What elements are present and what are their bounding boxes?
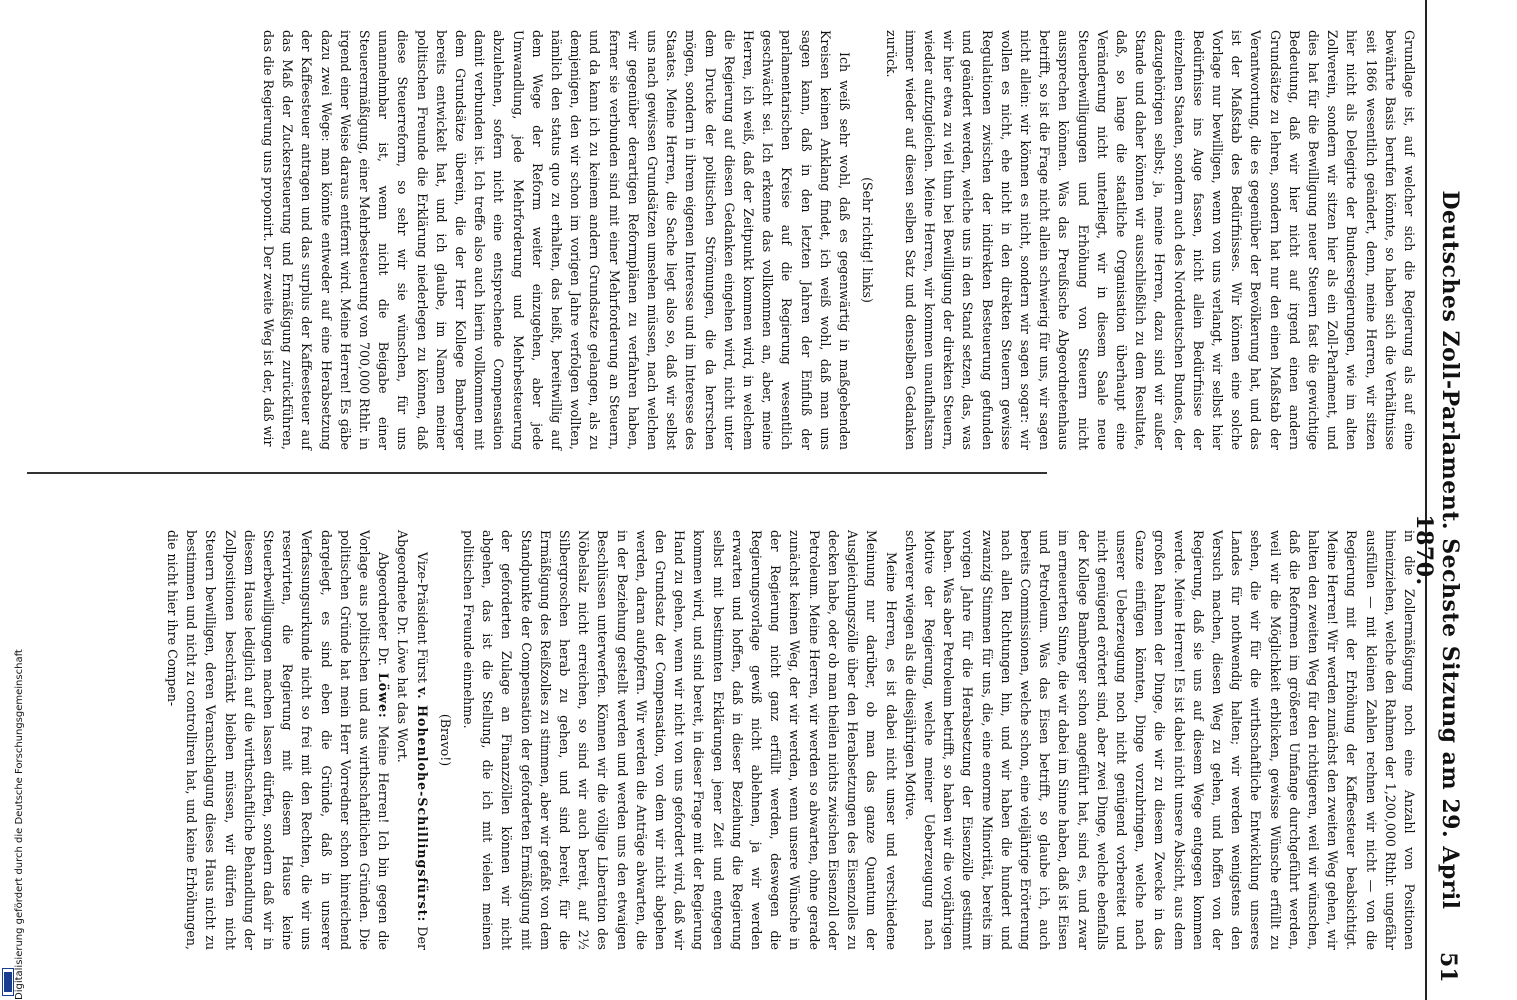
reaction-note: (Bravo!) [437,713,453,767]
vice-president-text: Der Abgeordnete Dr. Löwe hat das Wort. [395,530,430,950]
digitization-note-text: Digitalisierung gefördert durch die Deutsche Forschungsgemeinschaft [14,649,25,1000]
vice-president-statement [393,530,431,950]
speaker-statement [163,530,393,950]
paragraph: Meine Herren, es ist dabei nicht unser und verschiedene Meinung nur darüber, ob man das ganze Quantum der Ausgleichungszölle über den Herabsetzungen des Eisenzolles zu decken habe, oder ob man theilen nichts zwischen Eisenzoll oder Petroleum. Meine Herren, wir werden so abwarten, ohne gerade zunächst keinen Weg, der wir werden, wenn unsere Wünsche in der Regierung nicht ganz erfüllt werden, deswegen die Regierungsvorlage gewiß nicht ablehnen, ja wir werden erwarten und hoffen, daß in dieser Beziehung die Regierung selbst mit bestimmten Erklärungen jener Zeit und entgegen kommen wird, und sind bereit, in dieser Frage mit der Regierung Hand zu gehen, wenn wir nicht von uns gefordert wird, daß wir den Grundsatz der Compensation, von dem wir nicht abgehen werden, daran aufopfern. Wir werden die Anträge abwarten, die in der Beziehung gestellt werden und werden uns den etwaigen Beschlüssen unterwerfen. Können wir die völlige Liberation des Nöbelsalz nicht erreichen, so sind wir auch bereit, auf 2½ Silbergroschen herab zu gehen, und sind bereit, für die Ermäßigung des Reißzolles zu stimmen, aber wir gefaßt von dem Standpunkte der Compensation der geforderten Ermäßigung mit der geforderten Zulage an Finanzzöllen können wir nicht abgehen, das ist die Stellung, die ich mit vielen meinen politischen Freunde einnehme. [461,530,899,950]
page-number: 51 [1435,952,1461,983]
vice-president-name: v. Hohenlohe-Schillingsfürst: [414,687,430,923]
digitization-note [0,600,25,1000]
speaker-intro: Abgeordneter Dr. [376,552,392,667]
left-column [259,30,1419,450]
paragraph: Grundlage ist, auf welcher sich die Regierung als auf eine bewährte Basis berufen könnte, so haben sich die Verhältnisse seit 1866 wesentlich geändert, denn, meine Herren, wir sitzen hier nicht als Delegirte der Bundesregierungen, wie im alten Zollverein, sondern wir sitzen hier als ein Zoll-Parlament, und dies hat für die Bewilligung neuer Steuern fast die gewichtige Bedeutung, daß wir hier nicht auf irgend einen andern Grundsätze zu lehren, sondern hat nur den einen Maßstab der Verantwortung, die es gegenüber der Bevölkerung hat, und das ist der Maßstab des Bedürfnisses. Wir können eine solche Vorlage nur bewilligen, wenn von uns verlangt, wir selbst hier Bedürfnisse ins Auge fassen, nicht allein Bedürfnisse der einzelnen Staaten, sondern auch des Norddeutschen Bundes, der dazugehörigen selbst; ja, meine Herren, dazu sind wir außer Stande und daher können wir ausschließlich zu dem Resultate, daß, so lange die staatliche Organisation überhaupt eine Veränderung nicht unterliegt, wir in diesem Saale neue Steuerbewilligungen und Erhöhung von Steuern nicht aussprechen können. Was das Preußische Abgeordnetenhaus betrifft, so ist die Frage nicht allein schwierig für uns, wir sagen nicht allein: wir können es nicht, sondern wir sagen sogar: wir wollen es nicht, ehe nicht in den direkten Steuern gewisse Regulationen zwischen der indirekten Besteuerung gefunden und geändert werden, welche uns in den Stand setzen, das, was wir hier etwa zu viel thun bei Bewilligung der direkten Steuern, wieder aufzugleichen. Meine Herren, wir kommen unaufhaltsam immer wieder auf diesen selben Satz und denselben Gedanken zurück. [883,30,1417,450]
dfg-logo-icon [2,968,14,996]
page-header [1411,0,1467,1000]
running-head: Deutsches Zoll-Parlament. Sechste Sitzung am 29. April 1870. [1411,190,1463,910]
paragraph: Ich weiß sehr wohl, daß es gegenwärtig in maßgebenden Kreisen keinen Anklang findet, ich weiß wohl, daß man uns sagen kann, daß in den letzten Jahren der Einfluß der parlamentarischen Kreise auf die Regierung wesentlich geschwächt sei. Ich erkenne das vollkommen an, aber, meine Herren, ich weiß, daß der Zeitpunkt kommen wird, in welchem die Regierung auf diesen Gedanken eingehen wird, nicht unter dem Drucke der politischen Strömungen, die da herrschen mögen, sondern in ihrem eigenen Interesse und im Interesse des Staates. Meine Herren, die Sache liegt also so, daß wir selbst uns nach gewissen Grundsätzen umsehen müssen, nach welchen wir gegenüber derartigen Reformplänen zu verfahren haben, ferner sie verbunden sind mit einer Mehrforderung an Steuern, und da kann ich zu keinem andern Grundsatze gelangen, als zu demjenigen, den wir schon im vorigen Jahre verfolgen wollten, nämlich den status quo zu erhalten, das heißt, bereitwillig auf dem Wege der Reform weiter einzugehen, aber jede Umwandlung, jede Mehrforderung und Mehrbesteuerung abzulehnen, sofern nicht eine entsprechende Compensation damit verbunden ist. Ich treffe also auch hierin vollkommen mit dem Grundsätze überein, die der Herr Kollege Bamberger bereits entwickelt hat, und ich glaube, im Namen meiner politischen Freunde die Erklärung niederlegen zu können, daß diese Steuerreform, so sehr wir sie wünschen, für uns unannehmbar ist, wenn nicht die Beigabe einer Steuerermäßigung, einer Mehrbesteuerung von 700,000 Rthlr. in irgend einer Weise daraus entfernt wird. Meine Herren! Es gäbe dazu zwei Wege: man könnte entweder auf eine Herabsetzung der Kaffeesteuer antragen und das surplus der Kaffeesteuer auf das Maß der Zuckersteuerung und Ermäßigung zurückführen, das die Regierung uns proponirt. Der zweite Weg ist der, daß wir [261,30,853,450]
speaker-text: Meine Herren! Ich bin gegen die Vorlage aus politischen und aus wirthschaftlichen Gründen. Die politischen Gründe hat mein Herr Vorredner schon hinreichend dargelegt, es sind eben die Gründe, daß in unserer Verfassungsurkunde nicht so frei mit den Rechten, die wir uns reservirten, die Regierung mit diesem Hause keine Steuerbewilligungen machen lassen dürfen, sondern daß wir in diesem Hause lediglich auf die wirthschaftliche Behandlung der Zollpositionen beschränkt bleiben müssen, wir dürfen nicht Steuern bewilligen, deren Veranschlagung dieses Haus nicht zu bestimmen und nicht zu controlliren hat, und keine Erhöhungen, die nicht hier ihre Compen- [165,530,392,950]
right-column [163,530,1419,950]
paragraph: in die Zollermäßigung noch eine Anzahl von Positionen hineinziehen, welche den Rahmen der 1,200,000 Rthlr. ungefähr ausfüllen — mit kleinen Zahlen rechnen wir nicht — von die Regierung mit der Erhöhung der Kaffeesteuer beabsichtigt. Meine Herren! Wir werden zunächst den zweiten Weg gehen, wir halten den zweiten Weg für den richtigeren, weil wir wünschen, daß die Reformen im größeren Umfange durchgeführt werden, weil wir die Möglichkeit erblicken, gewisse Wünsche erfüllt zu sehen, die wir für die wirthschaftliche Entwicklung unseres Landes für nothwendig halten; wir werden wenigstens den Versuch machen, diesen Weg zu gehen, und hoffen von der Regierung, daß sie uns auf diesem Wege entgegen kommen werde. Meine Herren! Es ist dabei nicht unsere Absicht, aus dem großen Rahmen der Dinge, die wir zu diesem Zwecke in das Ganze einfügen könnten, Dinge vorzubringen, welche nach unserer Ueberzeugung noch nicht genügend vorbereitet und nicht genügend erörtert sind, aber zwei Dinge, welche ebenfalls der Kollege Bamberger schon angeführt hat, sind es, und zwar im erneuerten Sinne, die wir dabei im Sinne haben, daß ist Eisen und Petroleum. Was das Eisen betrifft, so glaube ich, auch bereits Commissionen, welche schon, eine vieljährige Erörterung nach allen Richtungen hin, und wir haben die hundert und zwanzig Stimmen für uns, die, eine enorme Minorität, bereits im vorigen Jahre für die Herabsetzung der Eisenzölle gestimmt haben. Was aber Petroleum betrifft, so haben wir die vorjährigen Motive der Regierung, welche meiner Ueberzeugung nach schwerer wiegen als die diesjährigen Motive. [902,530,1417,950]
column-divider [27,472,1047,474]
vice-president-intro: Vize-Präsident Fürst [414,552,430,683]
speaker-name: Löwe: [376,672,392,719]
reaction-note: (Sehr richtig! links) [860,177,876,303]
